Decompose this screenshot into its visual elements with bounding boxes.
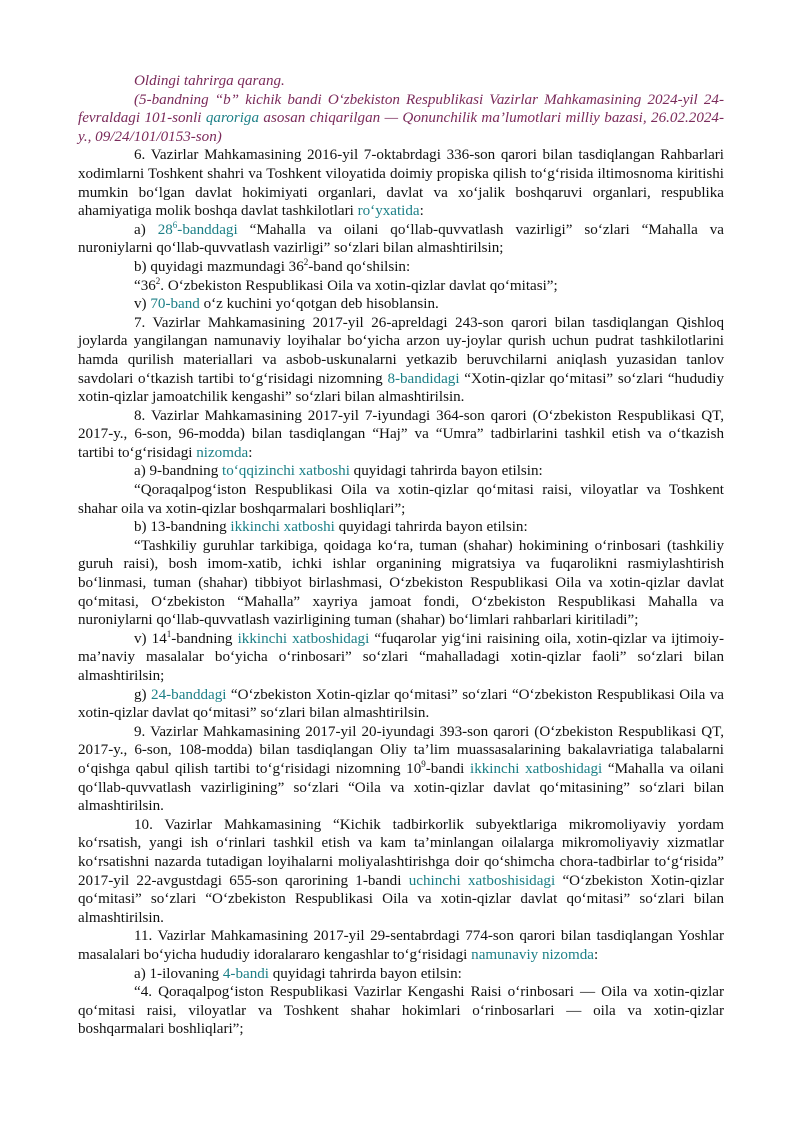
- ref-link[interactable]: 70-band: [150, 296, 200, 313]
- paragraph-8g: g) 24-banddagi “O‘zbekiston Xotin-qizlar qo‘mitasi” so‘zlari “O‘zbekiston Respublikasi Oila va xotin-qizlar davlat qo‘mitasi” so‘zlari bilan almashtirilsin.: [78, 686, 724, 722]
- note-decree-link[interactable]: qaroriga: [205, 110, 259, 127]
- note-text: asosan chiqarilgan — Qonunchilik ma’lumotlari milliy bazasi, 26.02.2024-y., 09/24/101/0153-son): [78, 110, 724, 145]
- paragraph-11a-quote: “4. Qoraqalpog‘iston Respublikasi Vazirlar Kengashi Raisi o‘rinbosari — Oila va xotin-qizlar qo‘mitasi raisi, viloyatlar va Toshkent shahar hokimlari o‘rinbosarlari — oila va xotin-qizlar boshqarmalari boshliqlari”;: [78, 984, 724, 1038]
- ref-link[interactable]: uchinchi xatboshisidagi: [408, 872, 556, 889]
- paragraph-6b-quote: “$36^2$. O‘zbekiston Respublikasi Oila va xotin-qizlar davlat qo‘mitasi”;: [134, 275, 558, 294]
- paragraph-8a: a) 9-bandning to‘qqizinchi xatboshi quyidagi tahrirda bayon etilsin:: [134, 463, 543, 480]
- paragraph-11a: a) 1-ilovaning 4-bandi quyidagi tahrirda bayon etilsin:: [134, 965, 462, 982]
- paragraph-8b: b) 13-bandning ikkinchi xatboshi quyidagi tahrirda bayon etilsin:: [134, 519, 528, 536]
- paragraph-6b: b) quyidagi mazmundagi $36^2$-band qo‘shilsin:: [134, 256, 411, 275]
- ref-link[interactable]: to‘qqizinchi xatboshi: [222, 463, 350, 480]
- ref-link[interactable]: namunaviy nizomda: [471, 946, 594, 963]
- ref-link[interactable]: ikkinchi xatboshidagi: [470, 760, 603, 777]
- ref-link[interactable]: 24-banddagi: [151, 686, 227, 703]
- paragraph-text: a): [134, 221, 158, 238]
- ref-link[interactable]: $28^6$-banddagi: [157, 219, 238, 238]
- ref-link[interactable]: ro‘yxatida: [357, 203, 420, 220]
- paragraph-8v: v) $14^1$-bandning ikkinchi xatboshidagi “fuqarolar yig‘ini raisining oila, xotin-qizlar va ijtimoiy-ma’naviy masalalar bo‘yicha o‘rinbosari” so‘zlari “mahalladagi xotin-qizlar faoli” so‘zlari bilan almashtirilsin;: [78, 628, 724, 684]
- paragraph-6: [78, 146, 724, 220]
- paragraph-8: 8. Vazirlar Mahkamasining 2017-yil 7-iyundagi 364-son qarori (O‘zbekiston Respublikasi QT, 2017-y., 6-son, 96-modda) bilan tasdiqlangan “Haj” va “Umra” tadbirlarini tashkil etish va o‘tkazish tartibi to‘g‘risidagi nizomda:: [78, 407, 724, 461]
- paragraph-8a-quote: “Qoraqalpog‘iston Respublikasi Oila va xotin-qizlar qo‘mitasi raisi, viloyatlar va Toshkent shahar oila va xotin-qizlar boshqarmalari boshliqlari”;: [78, 482, 724, 517]
- edit-note-previous[interactable]: Oldingi tahrirga qarang.: [134, 73, 285, 89]
- ref-link[interactable]: nizomda: [196, 444, 249, 461]
- paragraph-11: 11. Vazirlar Mahkamasining 2017-yil 29-sentabrdagi 774-son qarori bilan tasdiqlangan Yoshlar masalalari bo‘yicha hududiy idoralararo kengashlar to‘g‘risidagi namunaviy nizomda:: [78, 928, 724, 963]
- paragraph-6v: v) 70-band o‘z kuchini yo‘qotgan deb hisoblansin.: [134, 296, 439, 313]
- edit-note-source: [78, 91, 724, 147]
- paragraph-text: “Mahalla va oilani qo‘llab-quvvatlash vazirligi” so‘zlari “Mahalla va nuroniylarni qo‘llab-quvvatlash vazirligi” so‘zlari bilan almashtirilsin;: [78, 221, 724, 257]
- note-text: (5-bandning “b” kichik bandi O‘zbekiston Respublikasi Vazirlar Mahkamasining 2024-yil 24-fevraldagi 101-sonli: [78, 91, 724, 127]
- paragraph-text: :: [419, 203, 424, 220]
- ref-link[interactable]: ikkinchi xatboshidagi: [237, 630, 370, 647]
- ref-link[interactable]: ikkinchi xatboshi: [230, 519, 335, 536]
- paragraph-10: 10. Vazirlar Mahkamasining “Kichik tadbirkorlik subyektlariga mikromoliyaviy yordam ko‘rsatish, yangi ish o‘rinlari tashkil etish va kam ta’minlangan oilalarga mikromoliyaviy xizmatlar ko‘rsatishni nazarda tutadigan loyihalarni moliyalashtirishga doir qo‘shimcha chora-tadbirlar to‘g‘risida” 2017-yil 22-avgustdagi 655-son qarorining 1-bandi uchinchi xatboshisidagi “O‘zbekiston Xotin-qizlar qo‘mitasi” so‘zlari “O‘zbekiston Respublikasi Oila va xotin-qizlar davlat qo‘mitasi” so‘zlari bilan almashtirilsin.: [78, 816, 724, 926]
- ref-link[interactable]: 4-bandi: [222, 965, 269, 982]
- paragraph-8b-quote: “Tashkiliy guruhlar tarkibiga, qoidaga ko‘ra, tuman (shahar) hokimining o‘rinbosari (tashkiliy guruh raisi), bosh imom-xatib, ichki ishlar organining migratsiya va fuqarolikni rasmiylashtirish bo‘linmasi, tuman (shahar) tibbiyot birlashmasi, O‘zbekiston Respublikasi Oila va xotin-qizlar davlat qo‘mitasi, O‘zbekiston “Mahalla” xayriya jamoat fondi, O‘zbekiston Respublikasi Mahalla va nuroniylarni qo‘llab-quvvatlash vazirligining tuman (shahar) bo‘limlari rahbarlari kiritiladi”;: [78, 537, 724, 629]
- paragraph-7: 7. Vazirlar Mahkamasining 2017-yil 26-apreldagi 243-son qarori bilan tasdiqlangan Qishloq joylarda yangilangan namunaviy loyihalar bo‘yicha arzon uy-joylar qurish uchun pudrat tashkilotlarini hamda qurilish materiallari va asbob-uskunalarni yetkazib beruvchilarni aniqlash yuzasidan tanlov savdolari o‘tkazish tartibi to‘g‘risidagi nizomning 8-bandidagi “Xotin-qizlar qo‘mitasi” so‘zlari “hududiy xotin-qizlar jamoatchilik kengashi” so‘zlari bilan almashtirilsin.: [78, 314, 724, 406]
- paragraph-6a: [78, 221, 724, 258]
- ref-link[interactable]: 8-bandidagi: [387, 370, 460, 387]
- paragraph-text: 6. Vazirlar Mahkamasining 2016-yil 7-oktabrdagi 336-son qarori bilan tasdiqlangan Rahbarlari xodimlarni Toshkent shahri va Toshkent viloyatida doimiy propiska qilish to‘g‘risida iltimosnoma kiritishi mumkin bo‘lgan davlat hokimiyati organlari, davlat va xo‘jalik boshqaruvi organlari, respublika ahamiyatiga molik boshqa davlat tashkilotlari: [78, 147, 724, 220]
- paragraph-9: 9. Vazirlar Mahkamasining 2017-yil 20-iyundagi 393-son qarori (O‘zbekiston Respublikasi QT, 2017-y., 6-son, 108-modda) bilan tasdiqlangan Oliy ta’lim muassasalarining bakalavriatiga talabalarni o‘qishga qabul qilish tartibi to‘g‘risidagi nizomning $10^9$-bandi ikkinchi xatboshidagi “Mahalla va oilani qo‘llab-quvvatlash vazirligining” so‘zlari “Oila va xotin-qizlar davlat qo‘mitasining” so‘zlari bilan almashtirilsin.: [78, 723, 724, 815]
